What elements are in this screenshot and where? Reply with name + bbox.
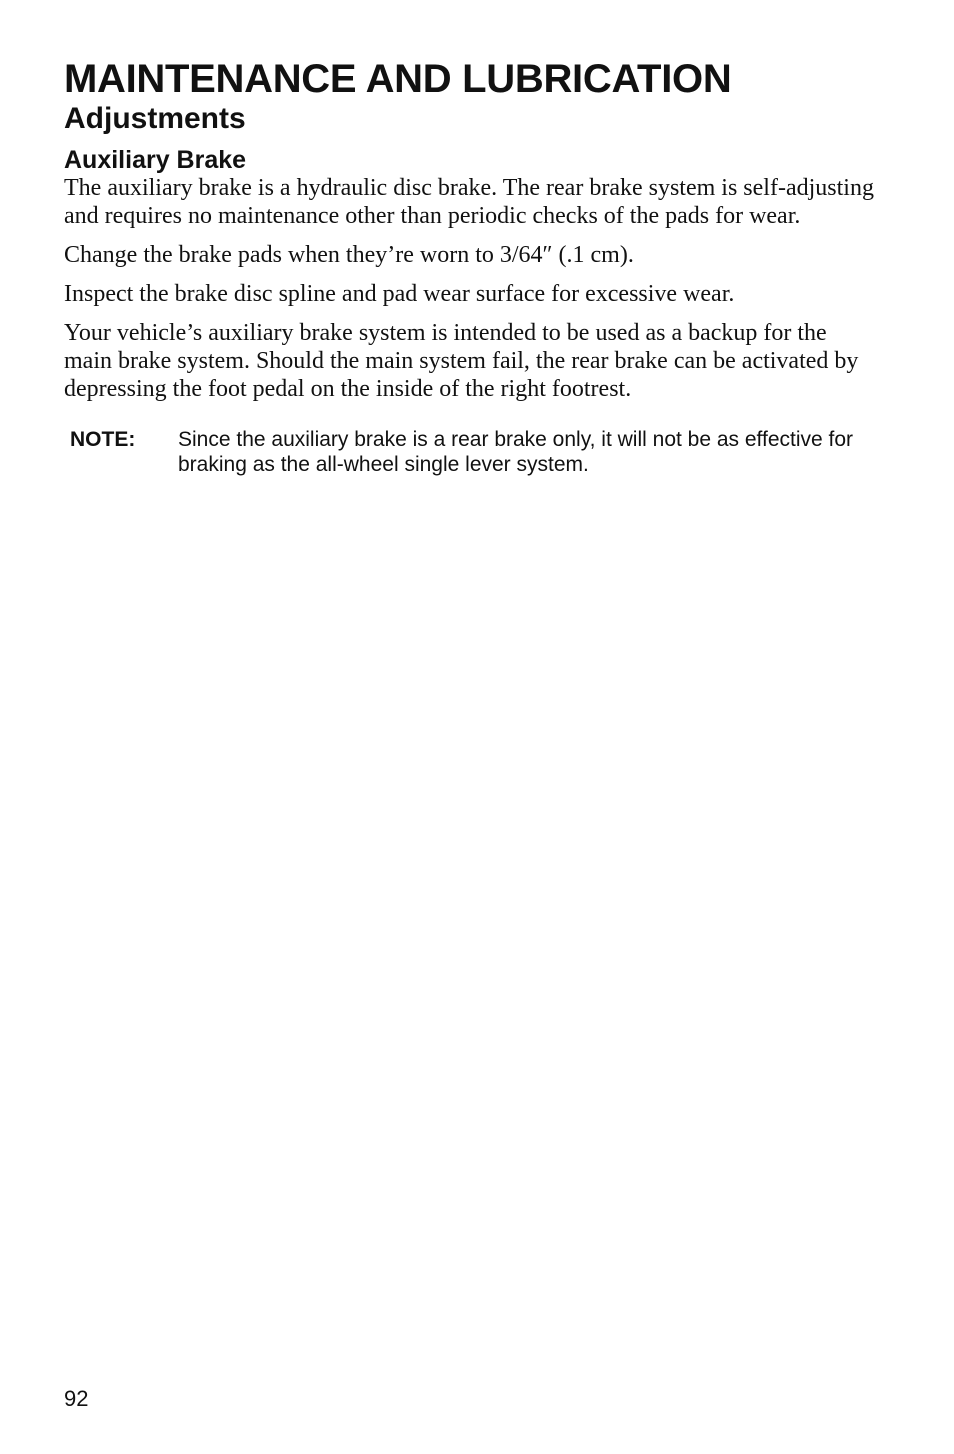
page-number: 92 <box>64 1386 89 1411</box>
section-title: Adjustments <box>64 102 246 135</box>
note-text: Since the auxiliary brake is a rear brake only, it will not be as effective for braking as the all-wheel single lever system. <box>178 428 854 476</box>
paragraph-pad-change: Change the brake pads when they’re worn to 3/64″ (.1 cm). <box>64 242 634 268</box>
note-label: NOTE: <box>70 428 136 451</box>
note-block <box>64 427 874 477</box>
chapter-title: MAINTENANCE AND LUBRICATION <box>64 57 732 101</box>
paragraph-inspect: Inspect the brake disc spline and pad wear surface for excessive wear. <box>64 281 735 307</box>
page-content <box>64 56 874 477</box>
subsection-title: Auxiliary Brake <box>64 146 247 174</box>
paragraph-backup-system: Your vehicle’s auxiliary brake system is intended to be used as a backup for the main brake system. Should the main system fail, the rear brake can be activated by depressing the foot pedal on the inside of the right footrest. <box>64 320 859 402</box>
paragraph-brake-description: The auxiliary brake is a hydraulic disc brake. The rear brake system is self-adjusting and requires no maintenance other than periodic checks of the pads for wear. <box>64 175 874 229</box>
